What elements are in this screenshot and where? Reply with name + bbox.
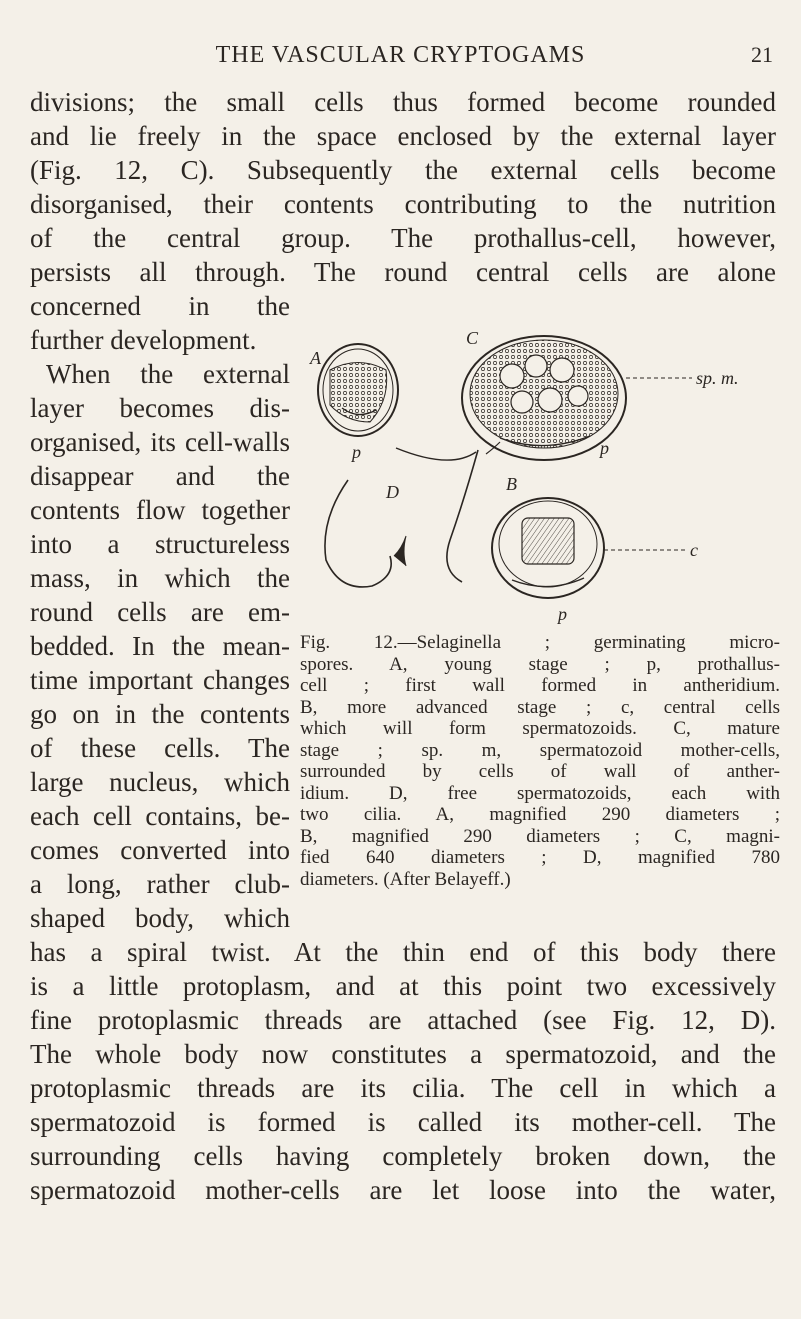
fig-label-sp-m: sp. m. [696,368,739,388]
fig-label-d: D [386,482,399,502]
body-line: further development. [30,325,257,355]
body-line: of the central group. The prothallus-cell, however, [30,223,776,253]
fig-label-a: A [310,348,321,368]
body-line: spermatozoid is formed is called its mother-cell. The [30,1107,776,1137]
fig-label-c-central: c [690,540,698,560]
body-line: into a structureless [30,529,290,559]
body-line: a long, rather club- [30,869,290,899]
body-line: contents flow together [30,495,290,525]
fig-label-p-b: p [558,604,567,624]
body-line: fine protoplasmic threads are attached (see Fig. 12, D). [30,1005,776,1035]
caption-line: which will form spermatozoids. C, mature [300,718,780,739]
fig-label-p-a: p [352,442,361,462]
page-header [0,42,801,72]
body-line: has a spiral twist. At the thin end of this body there [30,937,776,967]
body-line: of these cells. The [30,733,290,763]
body-line: The whole body now constitutes a spermatozoid, and the [30,1039,776,1069]
caption-line: B, more advanced stage ; c, central cells [300,696,780,718]
body-line: and lie freely in the space enclosed by the external layer [30,121,776,151]
body-line: protoplasmic threads are its cilia. The cell in which a [30,1073,776,1103]
caption-line: two cilia. A, magnified 290 diameters ; [300,804,780,825]
body-line: (Fig. 12, C). Subsequently the external cells become [30,155,776,185]
body-line: bedded. In the mean- [30,631,290,661]
body-line: concerned in the [30,291,290,321]
body-line: spermatozoid mother-cells are let loose into the water, [30,1175,776,1205]
figure-12-illustration [300,330,790,630]
body-line: When the external [46,359,290,389]
caption-line: stage ; sp. m, spermatozoid mother-cells, [300,739,780,761]
spore-c-drawing [462,336,692,460]
fig-label-c: C [466,330,479,348]
running-head: THE VASCULAR CRYPTOGAMS [215,42,586,68]
body-line: organised, its cell-walls [30,427,290,457]
body-line: persists all through. The round central cells are alone [30,257,776,287]
body-line: go on in the contents [30,699,290,729]
caption-line: fied 640 diameters ; D, magnified 780 [300,847,780,868]
body-line: divisions; the small cells thus formed become rounded [30,87,776,117]
figure-caption [300,632,780,890]
page-number: 21 [751,42,773,67]
caption-line: B, magnified 290 diameters ; C, magni- [300,825,780,847]
body-line: disappear and the [30,461,290,491]
caption-line: cell ; first wall formed in antheridium. [300,675,780,696]
body-line: comes converted into [30,835,290,865]
body-line: large nucleus, which [30,767,290,797]
caption-line: surrounded by cells of wall of anther- [300,761,780,782]
caption-line: spores. A, young stage ; p, prothallus- [300,653,780,675]
body-line: each cell contains, be- [30,801,290,831]
body-line: mass, in which the [30,563,290,593]
body-line: layer becomes dis- [30,393,290,423]
fig-label-p-c: p [600,438,609,458]
body-line: is a little protoplasm, and at this point two excessively [30,971,776,1001]
body-line: surrounding cells having completely broken down, the [30,1141,776,1171]
caption-line: diameters. (After Belayeff.) [300,868,511,890]
spermatozoids-d-drawing [325,442,500,587]
fig-label-b: B [506,474,517,494]
body-line: time important changes [30,665,290,695]
spore-a-drawing [318,344,398,436]
body-line: shaped body, which [30,903,290,933]
body-line: round cells are em- [30,597,290,627]
body-line: disorganised, their contents contributing to the nutrition [30,189,776,219]
caption-line: idium. D, free spermatozoids, each with [300,782,780,804]
caption-line: Fig. 12.—Selaginella ; germinating micro- [300,632,780,653]
spore-b-drawing [492,498,686,598]
